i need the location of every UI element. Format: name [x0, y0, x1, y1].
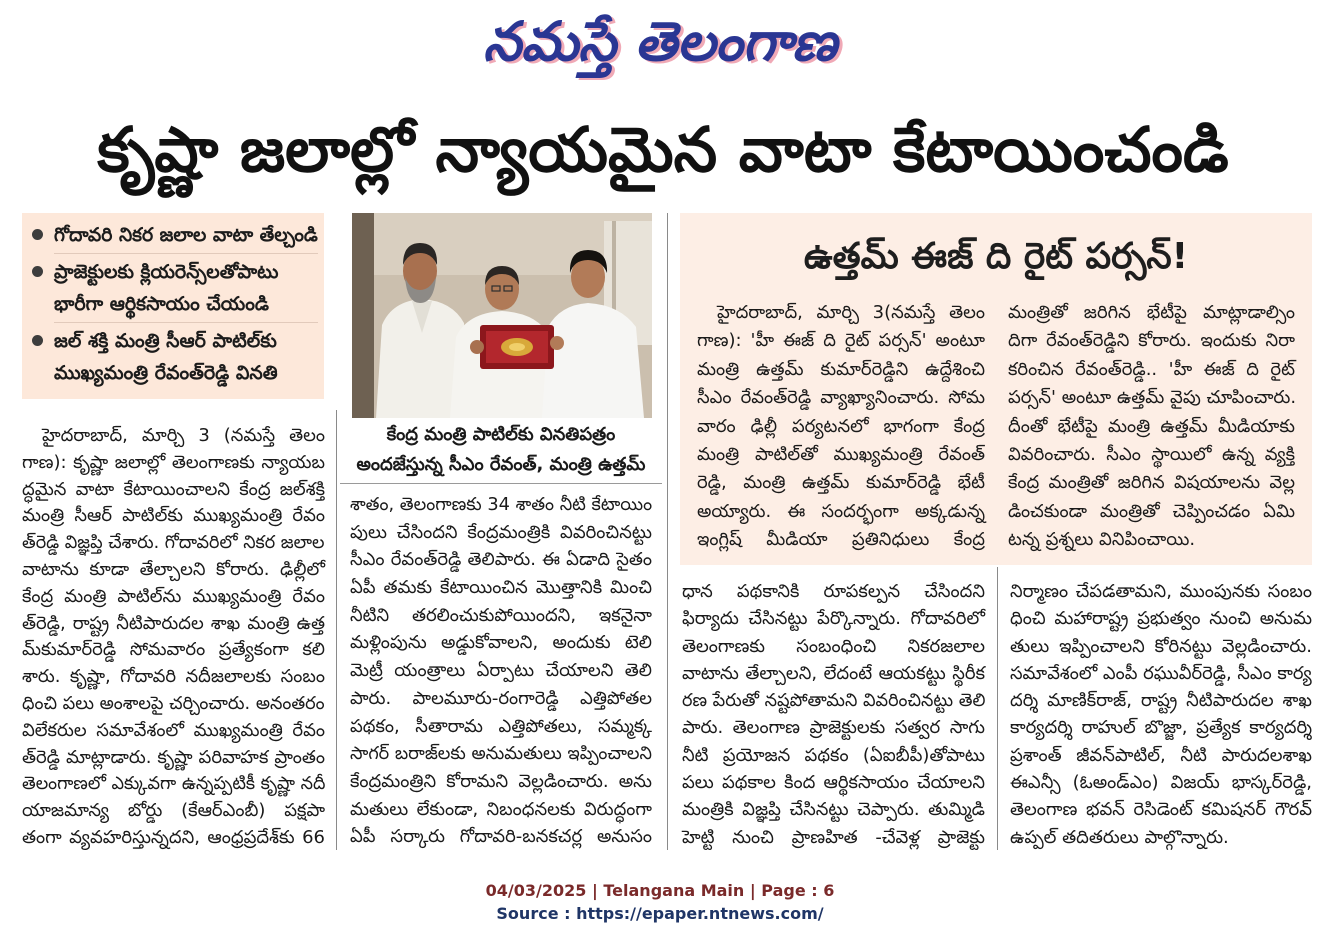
bullet-icon — [32, 229, 43, 240]
article-text-line: ద్ధమైన వాటా కేటాయించాలని కేంద్ర జల్‌శక్తి — [22, 478, 325, 500]
photo-caption — [340, 420, 662, 484]
article-text-line: త్‌రెడ్డి, రాష్ట్ర నీటిపారుదల శాఖ మంత్రి ఉత్త — [22, 612, 325, 634]
article-text-line: ఏపీ తమకు కేటాయించిన మొత్తానికి మించి — [350, 577, 652, 599]
sidebar-text-line: అయ్యారు. ఈ సందర్భంగా అక్కడున్న — [697, 500, 985, 522]
sidebar-text-line: హైదరాబాద్, మార్చి 3(నమస్తే తెలం — [717, 302, 985, 323]
article-text-line: వాటాను తేల్చాలని, లేదంటే ఆయకట్టు స్థిరీక — [682, 662, 985, 684]
article-text-line: మ్‌కుమార్‌రెడ్డి సోమవారం ప్రత్యేకంగా కలి — [22, 639, 325, 661]
article-text-line: త్‌రెడ్డి విజ్ఞప్తి చేశారు. గోదావరిలో నికర జలాల — [22, 532, 325, 554]
highlights-box — [22, 213, 324, 399]
article-text-line: తులు ఇప్పించాలని కోరినట్టు వెల్లడించారు. — [1010, 635, 1312, 657]
sidebar-column-1 — [697, 299, 985, 555]
article-text-line: పలు పథకాల కింద ఆర్థికసాయం చేయాలని — [682, 772, 985, 794]
article-text-line: శాతం, తెలంగాణకు 34 శాతం నీటి కేటాయిం — [350, 494, 653, 515]
article-text-line: ఫిర్యాదు చేసినట్టు పేర్కొన్నారు. గోదావరిలో — [682, 608, 985, 630]
article-text-line: ధించి పలు అంశాలపై చర్చించారు. అనంతరం — [22, 692, 325, 714]
article-text-line: కేంద్రమంత్రిని కోరామని వెల్లడించారు. అను — [350, 770, 652, 792]
article-text-line: మంత్రికి విజ్ఞప్తి చేసినట్టు చెప్పారు. తుమ్మిడి — [682, 799, 985, 821]
edition-info: 04/03/2025 | Telangana Main | Page : 6 — [485, 881, 835, 900]
caption-line: అందజేస్తున్న సీఎం రేవంత్, మంత్రి ఉత్తమ్ — [356, 454, 646, 475]
article-text-line: శారు. కృష్ణా, గోదావరి నదీజలాలకు సంబం — [22, 666, 325, 688]
column-rule — [997, 567, 998, 850]
headline: కృష్ణా జలాల్లో న్యాయమైన వాటా కేటాయించండి — [97, 113, 1229, 186]
article-text-line: మెట్రీ యంత్రాలు ఏర్పాటు చేయాలని తెలి — [350, 660, 652, 682]
highlight-item — [54, 322, 318, 391]
sidebar-text-line: రెడ్డి, మంత్రి ఉత్తమ్ కుమార్‌రెడ్డి భేటీ — [697, 472, 985, 494]
sidebar-text-line: ఇంగ్లిష్ మీడియా ప్రతినిధులు కేంద్ర — [697, 529, 985, 551]
sidebar-text-line: కేంద్ర మంత్రితో జరిగిన విషయాలను వెల్ల — [1008, 472, 1295, 494]
sidebar-text-line: వివరించారు. సీఎం స్థాయిలో ఉన్న వ్యక్తి — [1008, 443, 1295, 465]
caption-line: కేంద్ర మంత్రి పాటిల్‌కు వినతిపత్రం — [386, 424, 616, 445]
article-text-line: తెలంగాణ భవన్ రెసిడెంట్ కమిషనర్ గౌరవ్ — [1010, 799, 1312, 821]
article-text-line: వాటాను కూడా తేల్చాలని కోరారు. ఢిల్లీలో — [22, 558, 325, 580]
highlight-line: ప్రాజెక్టులకు క్లియరెన్స్‌లతోపాటు — [54, 261, 279, 283]
article-text-line: పారు. తెలంగాణ ప్రాజెక్టులకు సత్వర సాగు — [682, 717, 985, 739]
sidebar-text-line: సీఎం రేవంత్‌రెడ్డి వ్యాఖ్యానించారు. సోమ — [697, 387, 985, 409]
article-text-line: పులు చేసిందని కేంద్రమంత్రికి వివరించినట్టు — [350, 521, 652, 543]
article-text-line: ఉప్పల్ తదితరులు పాల్గొన్నారు. — [1010, 826, 1229, 848]
memento-box — [480, 325, 554, 369]
masthead-logo: నమస్తే తెలంగాణ — [483, 10, 837, 73]
sidebar-title: ఉత్తమ్ ఈజ్ ది రైట్ పర్సన్! — [803, 236, 1189, 277]
article-text-line: గాణ): కృష్ణా జలాల్లో తెలంగాణకు న్యాయబ — [22, 451, 325, 473]
news-photo — [352, 213, 652, 418]
article-text-line: నీటిని తరలించుకుపోయిందని, ఇకనైనా — [350, 604, 652, 626]
article-text-line: సాగర్ బరాజ్‌లకు అనుమతులు ఇప్పించాలని — [350, 743, 652, 765]
hand — [550, 336, 564, 350]
highlight-line: గోదావరి నికర జలాల వాటా తేల్చండి — [54, 224, 318, 246]
article-text-line: మతులు లేకుండా, నిబంధనలకు విరుద్ధంగా — [350, 798, 652, 820]
article-text-line: యాజమాన్య బోర్డు (కేఆర్ఎంబీ) పక్షపా — [22, 800, 325, 822]
sidebar-text-line: దిగా రేవంత్‌రెడ్డిని కోరారు. ఇందుకు నిరా — [1008, 330, 1295, 352]
article-text-line: హెట్టి నుంచి ప్రాణహిత -చేవెళ్ల ప్రాజెక్టు — [682, 826, 985, 848]
article-text-line: దర్శి మాణిక్‌రాజ్, రాష్ట్ర నీటిపారుదల శాఖ — [1010, 690, 1312, 712]
source-info: Source : https://epaper.ntnews.com/ — [496, 904, 824, 923]
bullet-icon — [32, 335, 43, 346]
highlight-item — [54, 253, 318, 322]
article-text-line: ఏపీ సర్కారు గోదావరి-బనకచర్ల అనుసం — [350, 826, 652, 848]
article-text-line: పారు. పాలమూరు-రంగారెడ్డి ఎత్తిపోతల — [350, 687, 652, 709]
article-text-line: హైదరాబాద్, మార్చి 3 (నమస్తే తెలం — [42, 425, 325, 446]
article-text-line: సీఎం రేవంత్‌రెడ్డి తెలిపారు. ఈ ఏడాది సైతం — [350, 549, 652, 571]
article-text-line: తంగా వ్యవహరిస్తున్నదని, ఆంధ్రప్రదేశ్‌కు 66 — [22, 826, 325, 848]
article-text-line: నీటి ప్రయోజన పథకం (ఏఐబీపీ)తోపాటు — [682, 744, 985, 766]
article-text-line: కేంద్ర మంత్రి పాటిల్‌ను ముఖ్యమంత్రి రేవం — [22, 585, 325, 607]
article-column-1 — [22, 423, 325, 852]
article-text-line: తెలంగాణకు సంబంధించి నికరజలాల — [682, 635, 985, 657]
sidebar-text-line: దీంతో భేటీపై మంత్రి ఉత్తమ్ మీడియాకు — [1008, 415, 1295, 437]
door-frame — [352, 213, 374, 418]
sidebar-text-line: టన్న ప్రశ్నలు వినిపించాయి. — [1008, 529, 1196, 551]
column-rule — [667, 213, 668, 850]
article-text-line: ప్రశాంత్ జీవన్‌పాటిల్, నీటి పారుదలశాఖ — [1010, 744, 1312, 766]
article-text-line: కార్యదర్శి రాహుల్ బొజ్జా, ప్రత్యేక కార్యదర్శి — [1010, 717, 1312, 739]
article-column-2 — [350, 491, 652, 851]
sidebar-column-2 — [1008, 299, 1295, 555]
column-rule — [336, 410, 337, 850]
sidebar-text-line: డించకుండా మంత్రితో చెప్పించడం ఏమి — [1008, 500, 1295, 522]
article-text-line: మళ్లింపును అడ్డుకోవాలని, అందుకు టెలి — [350, 632, 652, 654]
article-text-line: పథకం, సీతారామ ఎత్తిపోతలు, సమ్మక్క — [350, 715, 652, 737]
highlight-line: జల్ శక్తి మంత్రి సీఆర్ పాటిల్‌కు — [54, 330, 277, 352]
article-text-line: మంత్రి సీఆర్ పాటిల్‌కు ముఖ్యమంత్రి రేవం — [22, 505, 325, 527]
article-column-3 — [682, 578, 985, 851]
article-text-line: నిర్మాణం చేపడతామని, ముంపునకు సంబం — [1010, 581, 1312, 602]
sidebar-text-line: మంత్రి ఉత్తమ్ కుమార్‌రెడ్డిని ఉద్దేశించి — [697, 358, 985, 380]
sidebar-text-line: వారం ఢిల్లీ పర్యటనలో భాగంగా కేంద్ర — [697, 415, 985, 437]
highlight-item — [54, 217, 318, 253]
article-text-line: ధించి మహారాష్ట్ర ప్రభుత్వం నుంచి అనుమ — [1010, 608, 1312, 630]
sidebar-text-line: మంత్రి పాటిల్‌తో ముఖ్యమంత్రి రేవంత్ — [697, 443, 985, 465]
article-text-line: త్‌రెడ్డి మాట్లాడారు. కృష్ణా పరివాహక ప్రాంతం — [22, 746, 325, 768]
article-text-line: ధాన పథకానికి రూపకల్పన చేసిందని — [682, 581, 985, 602]
article-text-line: విలేకరుల సమావేశంలో ముఖ్యమంత్రి రేవం — [22, 719, 325, 741]
bullet-icon — [32, 266, 43, 277]
sidebar-text-line: గాణ): 'హీ ఈజ్ ది రైట్ పర్సన్' అంటూ — [697, 330, 985, 352]
sidebar-text-line: పర్సన్' అంటూ ఉత్తమ్ వైపు చూపించారు. — [1008, 387, 1297, 409]
article-text-line: తెలంగాణలో ఎక్కువగా ఉన్నప్పటికీ కృష్ణా నదీ — [22, 773, 326, 795]
sidebar-text-line: మంత్రితో జరిగిన భేటీపై మాట్లాడాల్సిం — [1008, 302, 1295, 323]
article-text-line: సమావేశంలో ఎంపీ రఘువీర్‌రెడ్డి, సీఎం కార్య — [1010, 662, 1312, 684]
hand — [470, 340, 484, 354]
highlight-line: భారీగా ఆర్థికసాయం చేయండి — [54, 293, 269, 315]
article-text-line: రణ పేరుతో నష్టపోతామని వివరించినట్టు తెలి — [682, 690, 986, 712]
article-column-4 — [1010, 578, 1312, 851]
highlight-line: ముఖ్యమంత్రి రేవంత్‌రెడ్డి వినతి — [54, 362, 278, 384]
article-text-line: ఈఎన్సీ (ఓఅండ్ఎం) విజయ్ భాస్కర్‌రెడ్డి, — [1010, 772, 1312, 794]
sidebar-text-line: కరించిన రేవంత్‌రెడ్డి.. 'హీ ఈజ్ ది రైట్ — [1008, 358, 1295, 380]
